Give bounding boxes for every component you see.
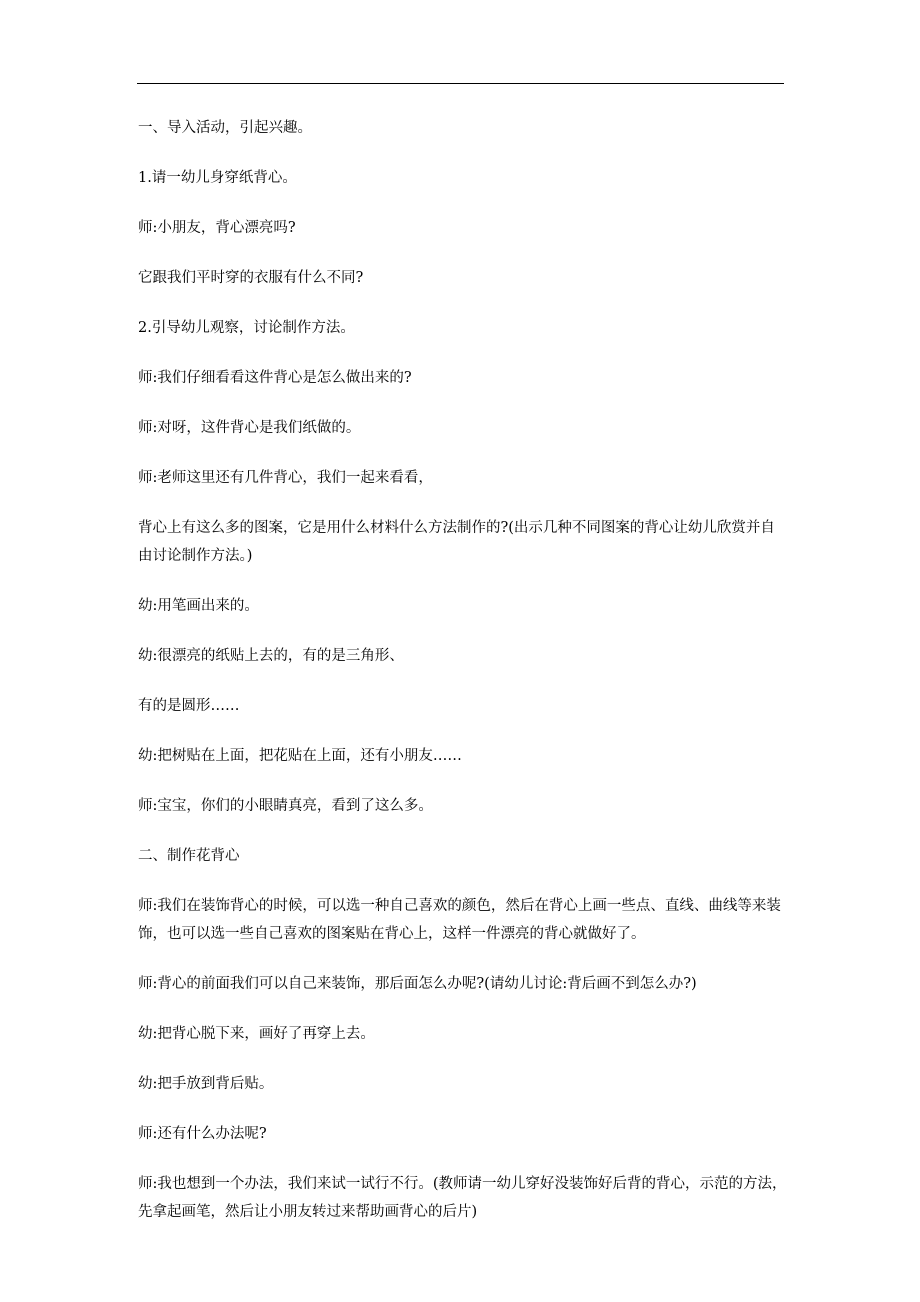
paragraph: 师:小朋友，背心漂亮吗? bbox=[138, 220, 296, 236]
paragraph: 幼:用笔画出来的。 bbox=[138, 598, 259, 614]
paragraph: 幼:很漂亮的纸贴上去的，有的是三角形、 bbox=[138, 648, 404, 664]
paragraph: 它跟我们平时穿的衣服有什么不同? bbox=[138, 270, 364, 286]
paragraph: 师:还有什么办法呢? bbox=[138, 1126, 267, 1142]
paragraph: 师:对呀，这件背心是我们纸做的。 bbox=[138, 420, 361, 436]
paragraph: 师:我也想到一个办法，我们来试一试行不行。(教师请一幼儿穿好没装饰好后背的背心，示范的方法，先拿起画笔，然后让小朋友转过来帮助画背心的后片) bbox=[138, 1176, 787, 1220]
paragraph: 1.请一幼儿身穿纸背心。 bbox=[138, 170, 297, 186]
paragraph: 师:我们在装饰背心的时候，可以选一种自己喜欢的颜色，然后在背心上画一些点、直线、曲线等来装饰，也可以选一些自己喜欢的图案贴在背心上，这样一件漂亮的背心就做好了。 bbox=[138, 898, 781, 942]
header-rule bbox=[137, 83, 784, 84]
paragraph: 幼:把背心脱下来，画好了再穿上去。 bbox=[138, 1026, 375, 1042]
paragraph: 师:我们仔细看看这件背心是怎么做出来的? bbox=[138, 370, 412, 386]
paragraph: 有的是圆形…… bbox=[138, 698, 240, 714]
paragraph: 背心上有这么多的图案，它是用什么材料什么方法制作的?(出示几种不同图案的背心让幼儿欣赏并自由讨论制作方法。) bbox=[138, 520, 775, 564]
paragraph: 2.引导幼儿观察，讨论制作方法。 bbox=[138, 320, 355, 336]
paragraph: 幼:把树贴在上面，把花贴在上面，还有小朋友…… bbox=[138, 748, 462, 764]
paragraph: 师:宝宝，你们的小眼睛真亮，看到了这么多。 bbox=[138, 798, 433, 814]
section-heading-2: 二、制作花背心 bbox=[138, 848, 240, 864]
paragraph: 师:背心的前面我们可以自己来装饰，那后面怎么办呢?(请幼儿讨论:背后画不到怎么办?) bbox=[138, 976, 697, 992]
paragraph: 幼:把手放到背后贴。 bbox=[138, 1076, 274, 1092]
paragraph: 师:老师这里还有几件背心，我们一起来看看， bbox=[138, 470, 433, 486]
section-heading-1: 一、导入活动，引起兴趣。 bbox=[138, 120, 312, 136]
document-body bbox=[138, 114, 788, 1248]
